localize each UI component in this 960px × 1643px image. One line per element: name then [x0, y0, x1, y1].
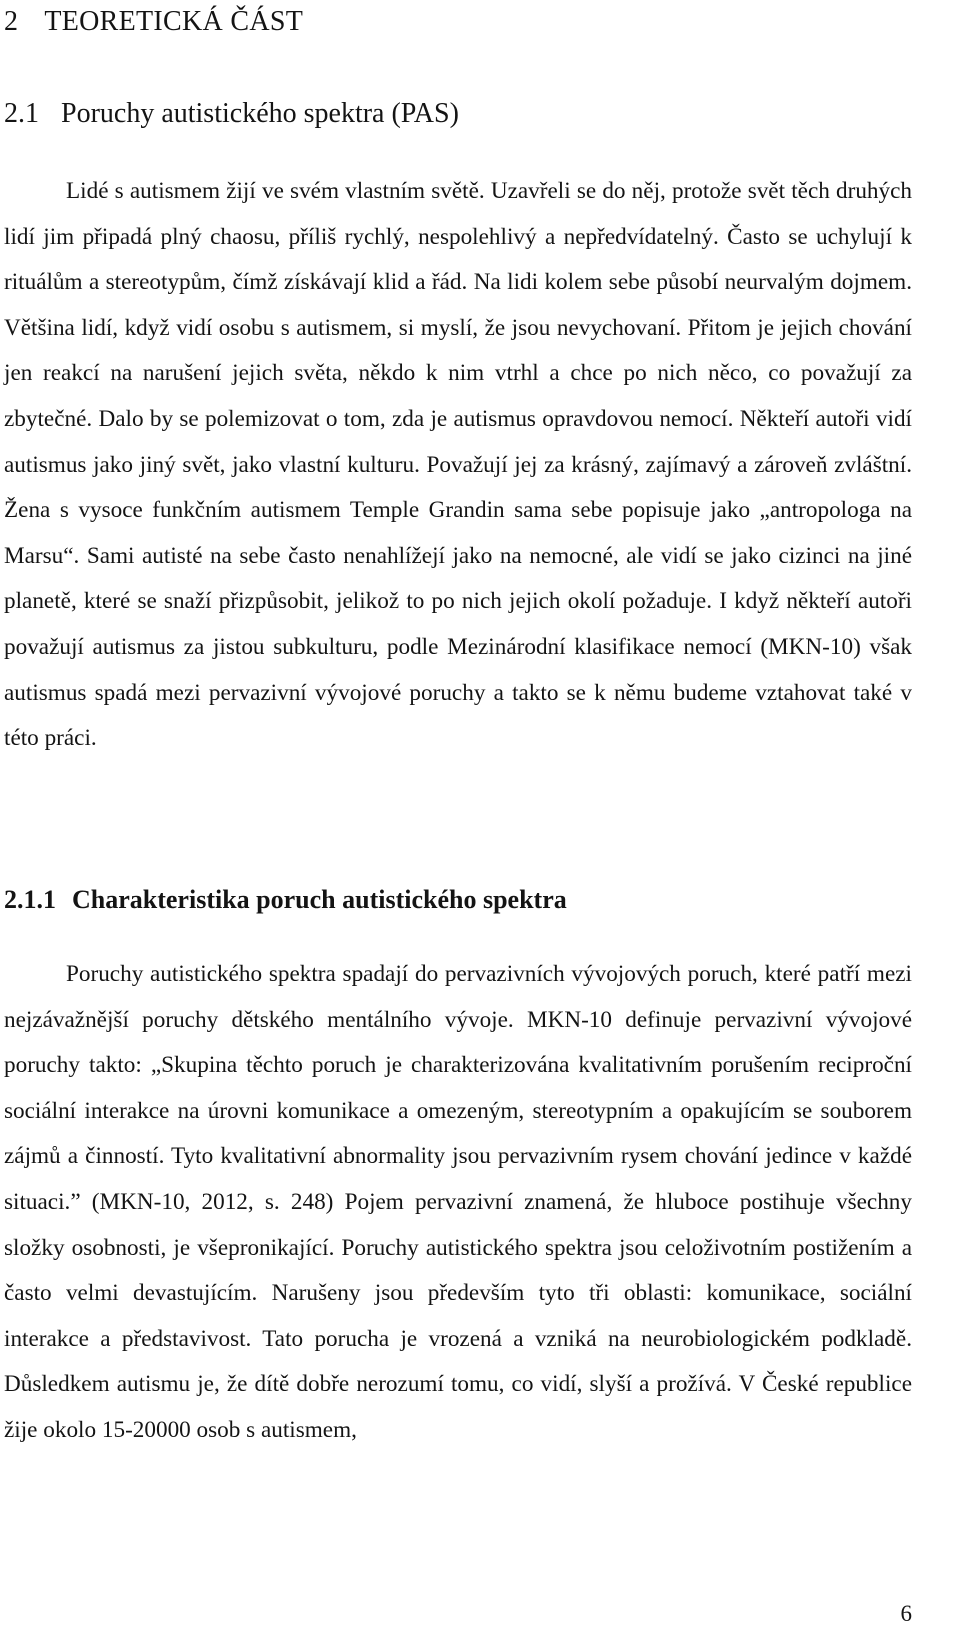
- subsection-title: Charakteristika poruch autistického spektra: [72, 885, 567, 914]
- chapter-heading: [4, 0, 303, 44]
- subsection-heading: [4, 880, 567, 920]
- body-paragraph-2-text: Poruchy autistického spektra spadají do pervazivních vývojových poruch, které patří mezi nejzávažnější poruchy dětského mentálního vývoje. MKN-10 definuje pervazivní vývojové poruchy takto: „Skupina těchto poruch je charakterizována kvalitativním porušením reciproční sociální interakce na úrovni komunikace a omezeným, stereotypním a opakujícím se souborem zájmů a činností. Tyto kvalitativní abnormality jsou pervazivním rysem chování jedince v každé situaci.” (MKN-10, 2012, s. 248) Pojem pervazivní znamená, že hluboce postihuje všechny složky osobnosti, je všepronikající. Poruchy autistického spektra jsou celoživotním postižením a často velmi devastujícím. Narušeny jsou především tyto tři oblasti: komunikace, sociální interakce a představivost. Tato porucha je vrozená a vzniká na neurobiologickém podkladě. Důsledkem autismu je, že dítě dobře nerozumí tomu, co vidí, slyší a prožívá. V České republice žije okolo 15-20000 osob s autismem,: [4, 961, 912, 1443]
- chapter-number: 2: [4, 6, 19, 37]
- section-heading: [4, 94, 459, 134]
- section-number: 2.1: [4, 98, 39, 129]
- section-title: Poruchy autistického spektra (PAS): [61, 98, 459, 129]
- body-paragraph-1-text: Lidé s autismem žijí ve svém vlastním světě. Uzavřeli se do něj, protože svět těch druhých lidí jim připadá plný chaosu, příliš rychlý, nespolehlivý a nepředvídatelný. Často se uchylují k rituálům a stereotypům, čímž získávají klid a řád. Na lidi kolem sebe působí neurvalým dojmem. Většina lidí, když vidí osobu s autismem, si myslí, že jsou nevychovaní. Přitom je jejich chování jen reakcí na narušení jejich světa, někdo k nim vtrhl a chce po nich něco, co považují za zbytečné. Dalo by se polemizovat o tom, zda je autismus opravdovou nemocí. Někteří autoři vidí autismus jako jiný svět, jako vlastní kulturu. Považují jej za krásný, zajímavý a zároveň zvláštní. Žena s vysoce funkčním autismem Temple Grandin sama sebe popisuje jako „antropologa na Marsu“. Sami autisté na sebe často nenahlížejí jako na nemocné, ale vidí se jako cizinci na jiné planetě, které se snaží přizpůsobit, jelikož to po nich jejich okolí požaduje. I když někteří autoři považují autismus za jistou subkulturu, podle Mezinárodní klasifikace nemocí (MKN-10) však autismus spadá mezi pervazivní vývojové poruchy a takto se k němu budeme vztahovat také v této práci.: [4, 178, 912, 752]
- page-number: 6: [900, 1601, 912, 1626]
- chapter-title: TEORETICKÁ ČÁST: [44, 6, 304, 37]
- body-paragraph-2: [4, 952, 912, 1454]
- subsection-number: 2.1.1: [4, 885, 56, 914]
- body-paragraph-1: [4, 169, 912, 762]
